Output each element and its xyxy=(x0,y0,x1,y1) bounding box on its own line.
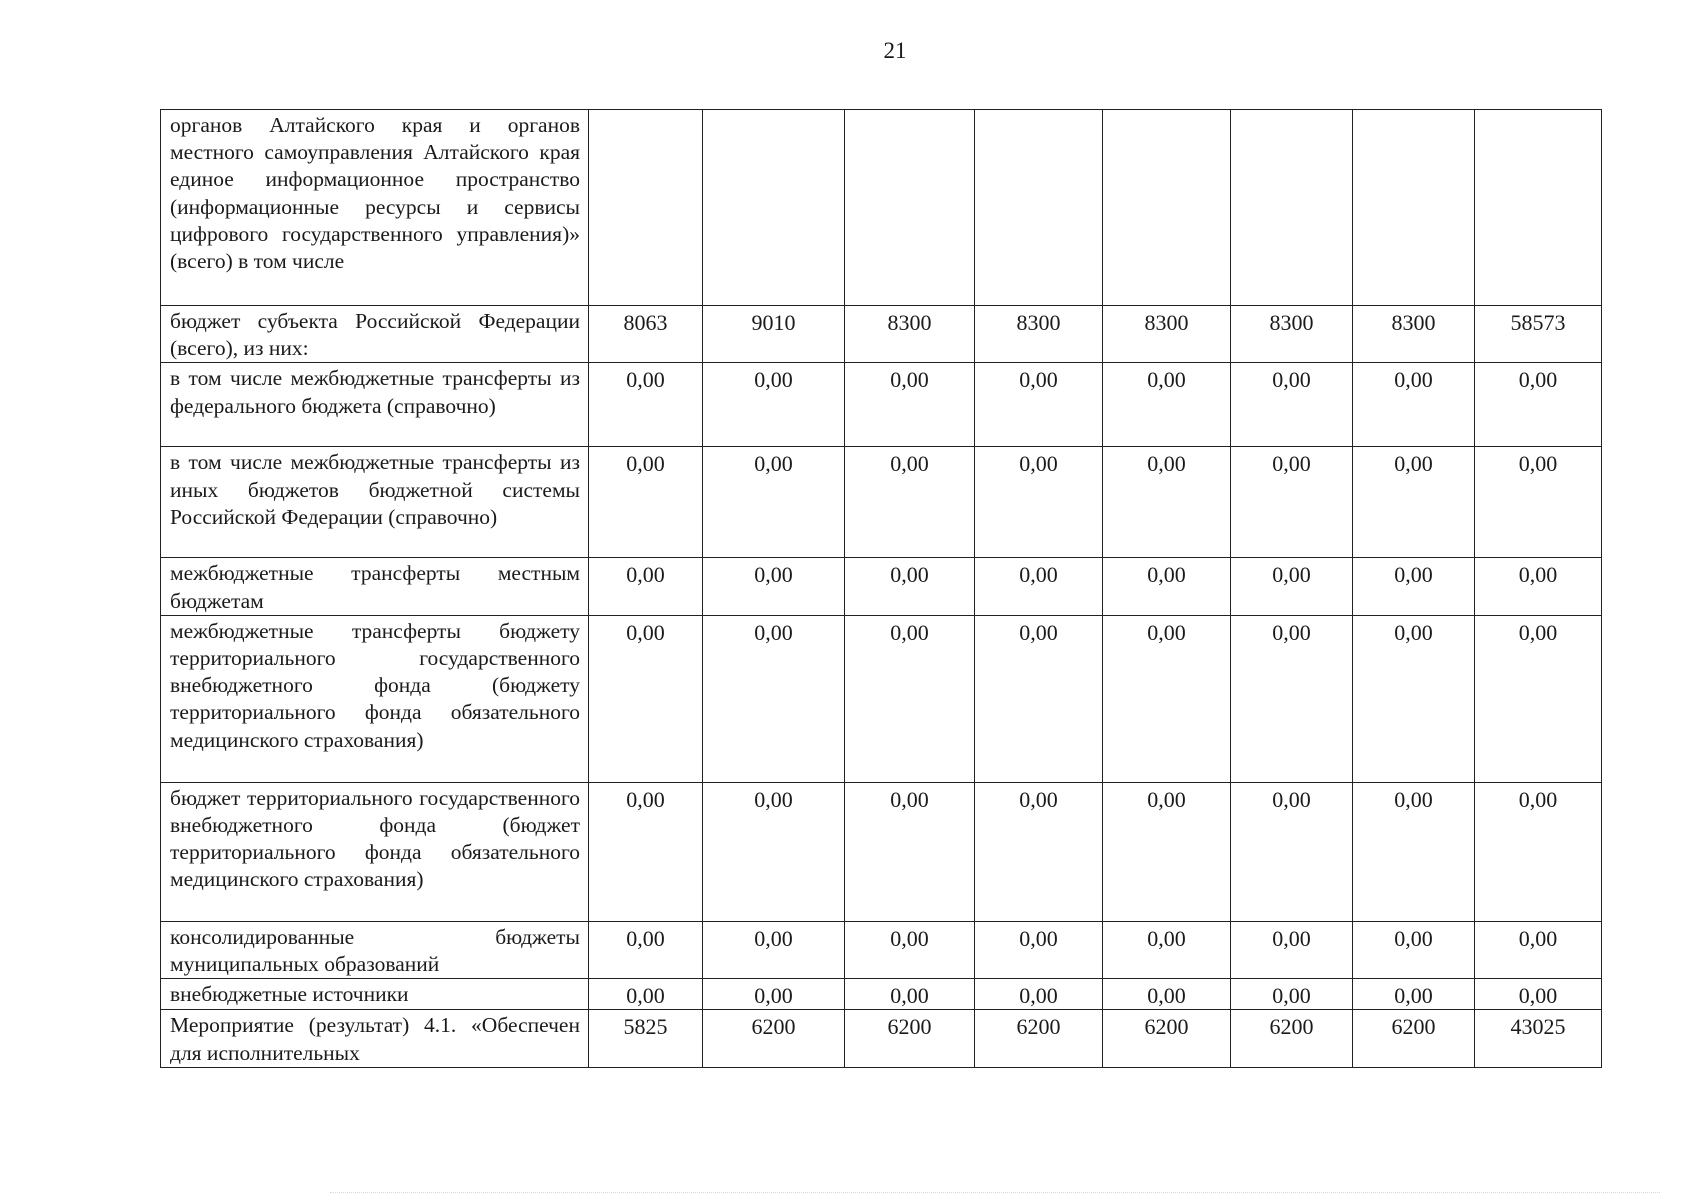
value-cell: 8300 xyxy=(1353,306,1475,363)
table-row xyxy=(161,558,1602,615)
table-row xyxy=(161,363,1602,447)
row-label: органов Алтайского края и органов местного самоуправления Алтайского края единое информационное пространство (информационные ресурсы и сервисы цифрового государственного управления)» (всего) в том числе xyxy=(161,110,589,306)
value-cell: 8063 xyxy=(589,306,703,363)
value-cell: 0,00 xyxy=(1475,921,1602,978)
value-cell: 0,00 xyxy=(703,615,845,782)
value-cell: 0,00 xyxy=(845,782,975,921)
value-cell: 0,00 xyxy=(1231,921,1353,978)
value-cell xyxy=(589,110,703,306)
value-cell: 0,00 xyxy=(1231,558,1353,615)
value-cell: 8300 xyxy=(975,306,1103,363)
value-cell: 6200 xyxy=(703,1010,845,1068)
value-cell xyxy=(1231,110,1353,306)
value-cell: 0,00 xyxy=(1231,615,1353,782)
value-cell: 0,00 xyxy=(845,615,975,782)
value-cell: 0,00 xyxy=(975,615,1103,782)
value-cell: 0,00 xyxy=(1103,921,1231,978)
value-cell: 0,00 xyxy=(589,558,703,615)
value-cell: 0,00 xyxy=(1353,782,1475,921)
value-cell: 0,00 xyxy=(703,447,845,558)
value-cell: 0,00 xyxy=(1231,363,1353,447)
value-cell: 0,00 xyxy=(845,921,975,978)
value-cell: 0,00 xyxy=(703,921,845,978)
value-cell: 0,00 xyxy=(1231,979,1353,1010)
value-cell xyxy=(975,110,1103,306)
value-cell: 9010 xyxy=(703,306,845,363)
value-cell: 0,00 xyxy=(845,979,975,1010)
budget-table xyxy=(160,109,1602,1068)
value-cell: 0,00 xyxy=(975,921,1103,978)
value-cell: 43025 xyxy=(1475,1010,1602,1068)
row-label: консолидированные бюджеты муниципальных образований xyxy=(161,921,589,978)
value-cell: 0,00 xyxy=(589,447,703,558)
value-cell: 0,00 xyxy=(975,447,1103,558)
table-row xyxy=(161,979,1602,1010)
value-cell: 0,00 xyxy=(845,363,975,447)
value-cell: 0,00 xyxy=(1475,782,1602,921)
table-row xyxy=(161,1010,1602,1068)
value-cell: 0,00 xyxy=(1353,558,1475,615)
page-number: 21 xyxy=(883,38,907,63)
value-cell xyxy=(1353,110,1475,306)
value-cell: 0,00 xyxy=(1475,558,1602,615)
table-row xyxy=(161,110,1602,306)
value-cell: 0,00 xyxy=(1353,363,1475,447)
value-cell: 0,00 xyxy=(703,782,845,921)
table-row xyxy=(161,782,1602,921)
value-cell: 5825 xyxy=(589,1010,703,1068)
value-cell xyxy=(1475,110,1602,306)
row-label: в том числе межбюджетные трансферты из федерального бюджета (справочно) xyxy=(161,363,589,447)
value-cell: 6200 xyxy=(975,1010,1103,1068)
table-row xyxy=(161,306,1602,363)
value-cell xyxy=(703,110,845,306)
value-cell: 0,00 xyxy=(589,782,703,921)
value-cell: 0,00 xyxy=(589,979,703,1010)
row-label: бюджет территориального государственного внебюджетного фонда (бюджет территориального фонда обязательного медицинского страхования) xyxy=(161,782,589,921)
value-cell: 0,00 xyxy=(1231,782,1353,921)
value-cell: 0,00 xyxy=(589,921,703,978)
row-label: в том числе межбюджетные трансферты из иных бюджетов бюджетной системы Российской Федерации (справочно) xyxy=(161,447,589,558)
value-cell: 58573 xyxy=(1475,306,1602,363)
value-cell: 0,00 xyxy=(703,979,845,1010)
row-label: внебюджетные источники xyxy=(161,979,589,1010)
value-cell: 0,00 xyxy=(589,615,703,782)
table-row xyxy=(161,447,1602,558)
value-cell: 0,00 xyxy=(1475,447,1602,558)
value-cell: 0,00 xyxy=(703,558,845,615)
value-cell: 0,00 xyxy=(1103,782,1231,921)
value-cell: 0,00 xyxy=(1103,558,1231,615)
scan-artifact xyxy=(330,1192,1660,1193)
row-label: межбюджетные трансферты местным бюджетам xyxy=(161,558,589,615)
value-cell: 0,00 xyxy=(1103,363,1231,447)
value-cell xyxy=(1103,110,1231,306)
value-cell: 6200 xyxy=(845,1010,975,1068)
value-cell: 0,00 xyxy=(1103,979,1231,1010)
row-label: Мероприятие (результат) 4.1. «Обеспечен для исполнительных xyxy=(161,1010,589,1068)
value-cell: 0,00 xyxy=(1353,447,1475,558)
value-cell: 8300 xyxy=(1103,306,1231,363)
value-cell: 8300 xyxy=(845,306,975,363)
value-cell: 0,00 xyxy=(845,447,975,558)
value-cell: 0,00 xyxy=(1103,447,1231,558)
value-cell xyxy=(845,110,975,306)
row-label: межбюджетные трансферты бюджету территориального государственного внебюджетного фонда (бюджету территориального фонда обязательного медицинского страхования) xyxy=(161,615,589,782)
value-cell: 0,00 xyxy=(1231,447,1353,558)
value-cell: 0,00 xyxy=(1353,979,1475,1010)
value-cell: 6200 xyxy=(1353,1010,1475,1068)
value-cell: 6200 xyxy=(1103,1010,1231,1068)
value-cell: 0,00 xyxy=(1353,615,1475,782)
value-cell: 0,00 xyxy=(1103,615,1231,782)
table-row xyxy=(161,921,1602,978)
value-cell: 0,00 xyxy=(1475,979,1602,1010)
table-row xyxy=(161,615,1602,782)
value-cell: 0,00 xyxy=(845,558,975,615)
value-cell: 0,00 xyxy=(975,363,1103,447)
value-cell: 0,00 xyxy=(975,782,1103,921)
value-cell: 0,00 xyxy=(975,979,1103,1010)
value-cell: 0,00 xyxy=(703,363,845,447)
value-cell: 0,00 xyxy=(1475,363,1602,447)
value-cell: 8300 xyxy=(1231,306,1353,363)
row-label: бюджет субъекта Российской Федерации (всего), из них: xyxy=(161,306,589,363)
value-cell: 0,00 xyxy=(1475,615,1602,782)
value-cell: 6200 xyxy=(1231,1010,1353,1068)
value-cell: 0,00 xyxy=(975,558,1103,615)
value-cell: 0,00 xyxy=(1353,921,1475,978)
value-cell: 0,00 xyxy=(589,363,703,447)
